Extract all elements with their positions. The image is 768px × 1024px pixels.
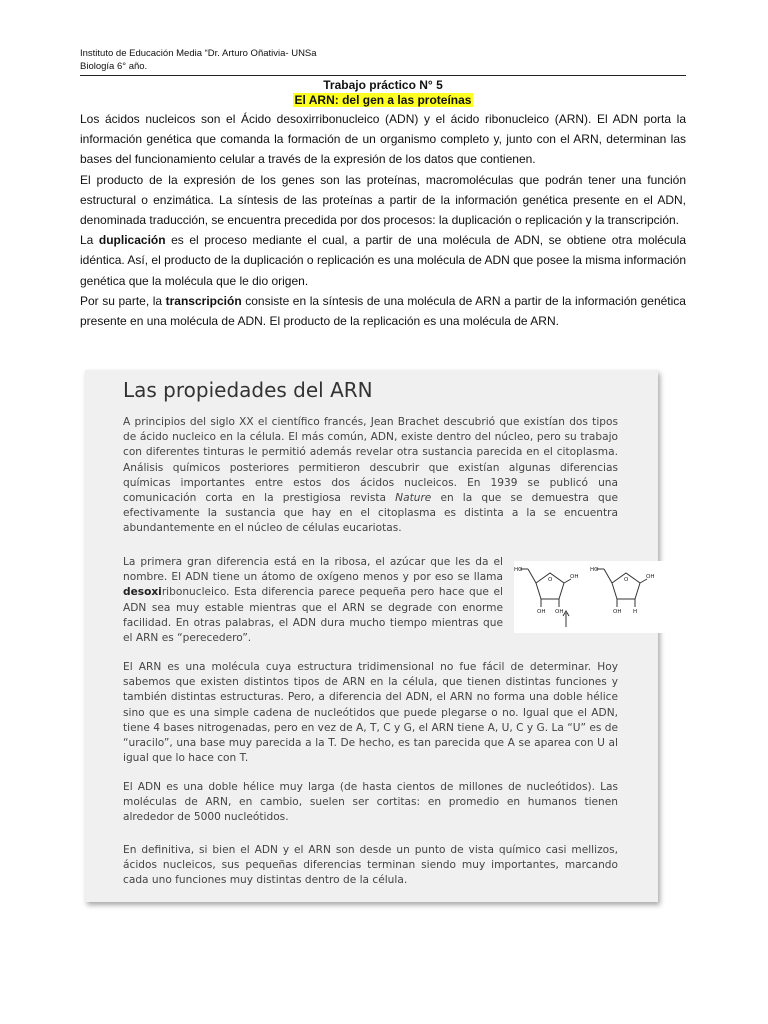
text-run: es el proceso mediante el cual, a partir de una molécula de ADN, se obtiene otra molécula idéntica. Así, el producto de la duplicación o replicación es una molécula de ADN que posee la misma información genética que la molécula que le dio origen. — [80, 233, 686, 288]
term-duplicacion: duplicación — [98, 233, 166, 248]
document-subtitle — [80, 93, 686, 108]
text-run: Por su parte, la — [80, 293, 166, 308]
text-run: A principios del siglo XX el científico francés, Jean Brachet descubrió que existían dos tipos de ácido nucleico en la célula. El más común, ADN, existe dentro del núcleo, pero su trabajo con diferentes tinturas le permitió además revelar otra sustancia parecida en el citoplasma. Análisis químicos posteriores permitieron descubrir que existían algunas diferencias químicas importantes entre estos dos ácidos nucleicos. En 1939 se publicó una comunicación corta en la prestigiosa revista — [123, 416, 618, 505]
card-paragraph-4: El ADN es una doble hélice muy larga (de hasta cientos de millones de nucleótidos). Las moléculas de ARN, en cambio, suelen ser cortitas: en promedio en humanos tienen alrededor de 5000 nucleótidos. — [123, 781, 618, 824]
card-paragraph-3: El ARN es una molécula cuya estructura tridimensional no fue fácil de determinar. Hoy sabemos que existen distintos tipos de ARN en la célula, que tienen distintas funciones y también distintas estructuras. Pero, a diferencia del ADN, el ARN no forma una doble hélice sino que es una simple cadena de nucleótidos que puede plegarse o no. Igual que el ADN, tiene 4 bases nitrogenadas, pero en vez de A, T, C y G, el ARN tiene A, U, C y G. La “U” es de “uracilo”, una base muy parecida a la T. De hecho, es tan parecida que A se aparea con U al igual que lo hace con T. — [123, 661, 618, 765]
ribose-structures-figure — [514, 561, 666, 633]
oh-label-left-2: OH — [537, 609, 546, 615]
oh-label-right: OH — [646, 574, 655, 580]
journal-name: Nature — [395, 492, 432, 505]
arn-properties-card — [85, 370, 658, 902]
oh-label-left-3: OH — [555, 609, 564, 615]
o-label-left: O — [548, 577, 553, 583]
card-title: Las propiedades del ARN — [123, 378, 373, 402]
ho-label-right: HO — [590, 567, 599, 573]
intro-paragraph-3 — [80, 230, 686, 291]
intro-paragraph-2: El producto de la expresión de los genes son las proteínas, macromoléculas que podrán tener una función estructural o enzimática. La síntesis de las proteínas a partir de la información genética presente en el ADN, denominada traducción, se encuentra precedida por dos procesos: la duplicación o replicación y la transcripción. — [80, 172, 686, 228]
institution-name: Instituto de Educación Media “Dr. Arturo Oñativia- UNSa — [80, 48, 317, 59]
o-label-right: O — [624, 577, 629, 583]
ho-label-left: HO — [514, 567, 523, 573]
text-run: La primera gran diferencia está en la ribosa, el azúcar que les da el nombre. El ADN tiene un átomo de oxígeno menos y por eso se llama — [123, 556, 503, 584]
text-run: consiste en la síntesis de una molécula de ARN a partir de la información genética presente en una molécula de ADN. El producto de la replicación es una molécula de ARN. — [80, 293, 686, 329]
text-run: La — [80, 233, 99, 248]
document-header — [80, 47, 686, 76]
card-paragraph-5: En definitiva, si bien el ADN y el ARN son desde un punto de vista químico casi mellizos, ácidos nucleicos, sus pequeñas diferencias terminan siendo muy importantes, marcando cada uno funciones muy distintas dentro de la célula. — [123, 844, 618, 887]
text-run: ribonucleico. Esta diferencia parece pequeña pero hace que el ADN sea muy estable mientras que el ARN se degrade con enorme facilidad. En otras palabras, el ADN dura mucho tiempo mientras que el ARN es “perecedero”. — [123, 586, 503, 645]
text-run: en la que se demuestra que efectivamente la sustancia que hay en el citoplasma es distinta a la se encuentra abundantemente en el núcleo de células eucariotas. — [123, 492, 618, 535]
highlighted-subtitle: El ARN: del gen a las proteínas — [294, 93, 472, 107]
course-name: Biología 6° año. — [80, 61, 148, 72]
document-title: Trabajo práctico N° 5 — [323, 78, 443, 92]
h-label-right: H — [633, 609, 638, 615]
intro-paragraph-1: Los ácidos nucleicos son el Ácido desoxirribonucleico (ADN) y el ácido ribonucleico (ARN). El ADN porta la información genética que comanda la formación de un organismo completo y, junto con el ARN, determinan las bases del funcionamiento celular a través de la expresión de los datos que contienen. — [80, 112, 686, 167]
oh-label-left: OH — [570, 574, 579, 580]
term-desoxi: desoxi — [123, 586, 162, 599]
ribose-diagram — [514, 561, 666, 633]
intro-text — [80, 109, 686, 331]
title-block — [80, 78, 686, 108]
card-paragraph-2 — [123, 555, 503, 646]
term-transcripcion: transcripción — [165, 293, 242, 308]
card-paragraph-1 — [123, 415, 618, 537]
intro-paragraph-4 — [80, 291, 686, 331]
oh-label-right-2: OH — [613, 609, 622, 615]
